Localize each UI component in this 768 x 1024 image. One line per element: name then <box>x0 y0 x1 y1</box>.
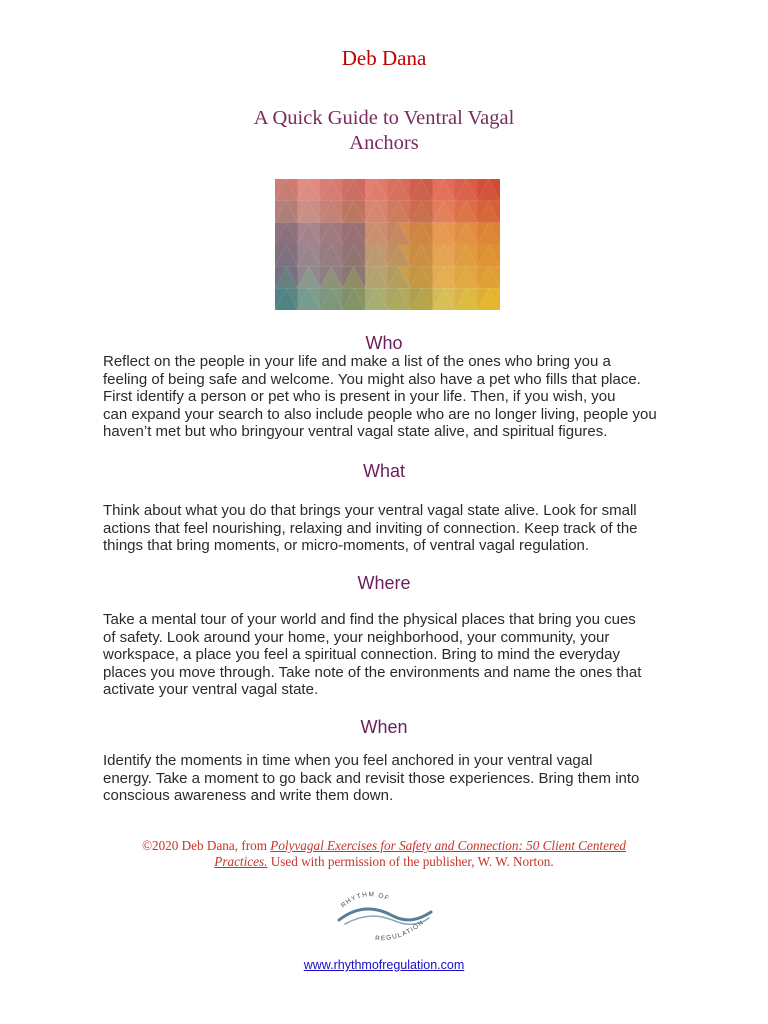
paragraph-line: First identify a person or pet who is present in your life. Then, if you wish, you <box>103 388 616 406</box>
paragraph-line: haven’t met but who bringyour ventral vagal state alive, and spiritual figures. <box>103 423 608 441</box>
paragraph-who <box>103 353 673 441</box>
geometric-pattern-image <box>275 179 500 310</box>
paragraph-line: things that bring moments, or micro-moments, of ventral vagal regulation. <box>103 537 590 555</box>
paragraph-line: Identify the moments in time when you feel anchored in your ventral vagal <box>103 752 593 769</box>
paragraph-when <box>103 752 673 805</box>
paragraph-line: feeling of being safe and welcome. You might also have a pet who fills that place. <box>103 370 641 388</box>
document-title <box>0 106 768 156</box>
copyright-credit <box>0 838 768 870</box>
credit-line-2 <box>0 854 768 870</box>
paragraph-line: places you move through. Take note of the environments and name the ones that <box>103 663 642 681</box>
paragraph-where <box>103 611 673 699</box>
paragraph-line: Think about what you do that brings your ventral vagal state alive. Look for small <box>103 502 637 519</box>
rhythm-of-regulation-logo <box>335 890 435 942</box>
credit-prefix: ©2020 Deb Dana, from <box>141 838 271 853</box>
heading-who: Who <box>365 333 403 353</box>
paragraph-line: Take a mental tour of your world and find the physical places that bring you cues <box>103 611 636 628</box>
paragraph-line: conscious awareness and write them down. <box>103 787 394 805</box>
heading-what: What <box>362 461 405 481</box>
logo-top-text: RHYTHM OF <box>339 891 391 910</box>
book-title-link[interactable]: Polyvagal Exercises for Safety and Connection: 50 Client Centered <box>270 838 627 853</box>
credit-line-1 <box>0 838 768 854</box>
heading-where: Where <box>357 573 411 593</box>
logo-bottom-text: REGULATION <box>375 918 426 942</box>
paragraph-line: actions that feel nourishing, relaxing and inviting of connection. Keep track of the <box>103 519 638 537</box>
author-name: Deb Dana <box>341 46 427 70</box>
paragraph-line: workspace, a place you feel a spiritual connection. Bring to mind the everyday <box>103 646 620 664</box>
paragraph-line: activate your ventral vagal state. <box>103 681 319 699</box>
paragraph-what <box>103 502 673 555</box>
book-title-link-continued[interactable]: Practices. <box>214 854 268 869</box>
heading-when: When <box>360 717 408 737</box>
paragraph-line: Reflect on the people in your life and make a list of the ones who bring you a <box>103 353 611 370</box>
paragraph-line: can expand your search to also include people who are no longer living, people you <box>103 405 657 423</box>
title-line-2: Anchors <box>349 132 419 154</box>
title-line-1: A Quick Guide to Ventral Vagal <box>253 107 515 129</box>
paragraph-line: energy. Take a moment to go back and revisit those experiences. Bring them into <box>103 769 640 787</box>
paragraph-line: of safety. Look around your home, your neighborhood, your community, your <box>103 628 610 646</box>
credit-suffix: Used with permission of the publisher, W. W. Norton. <box>267 854 554 869</box>
website-link[interactable]: www.rhythmofregulation.com <box>303 958 465 972</box>
